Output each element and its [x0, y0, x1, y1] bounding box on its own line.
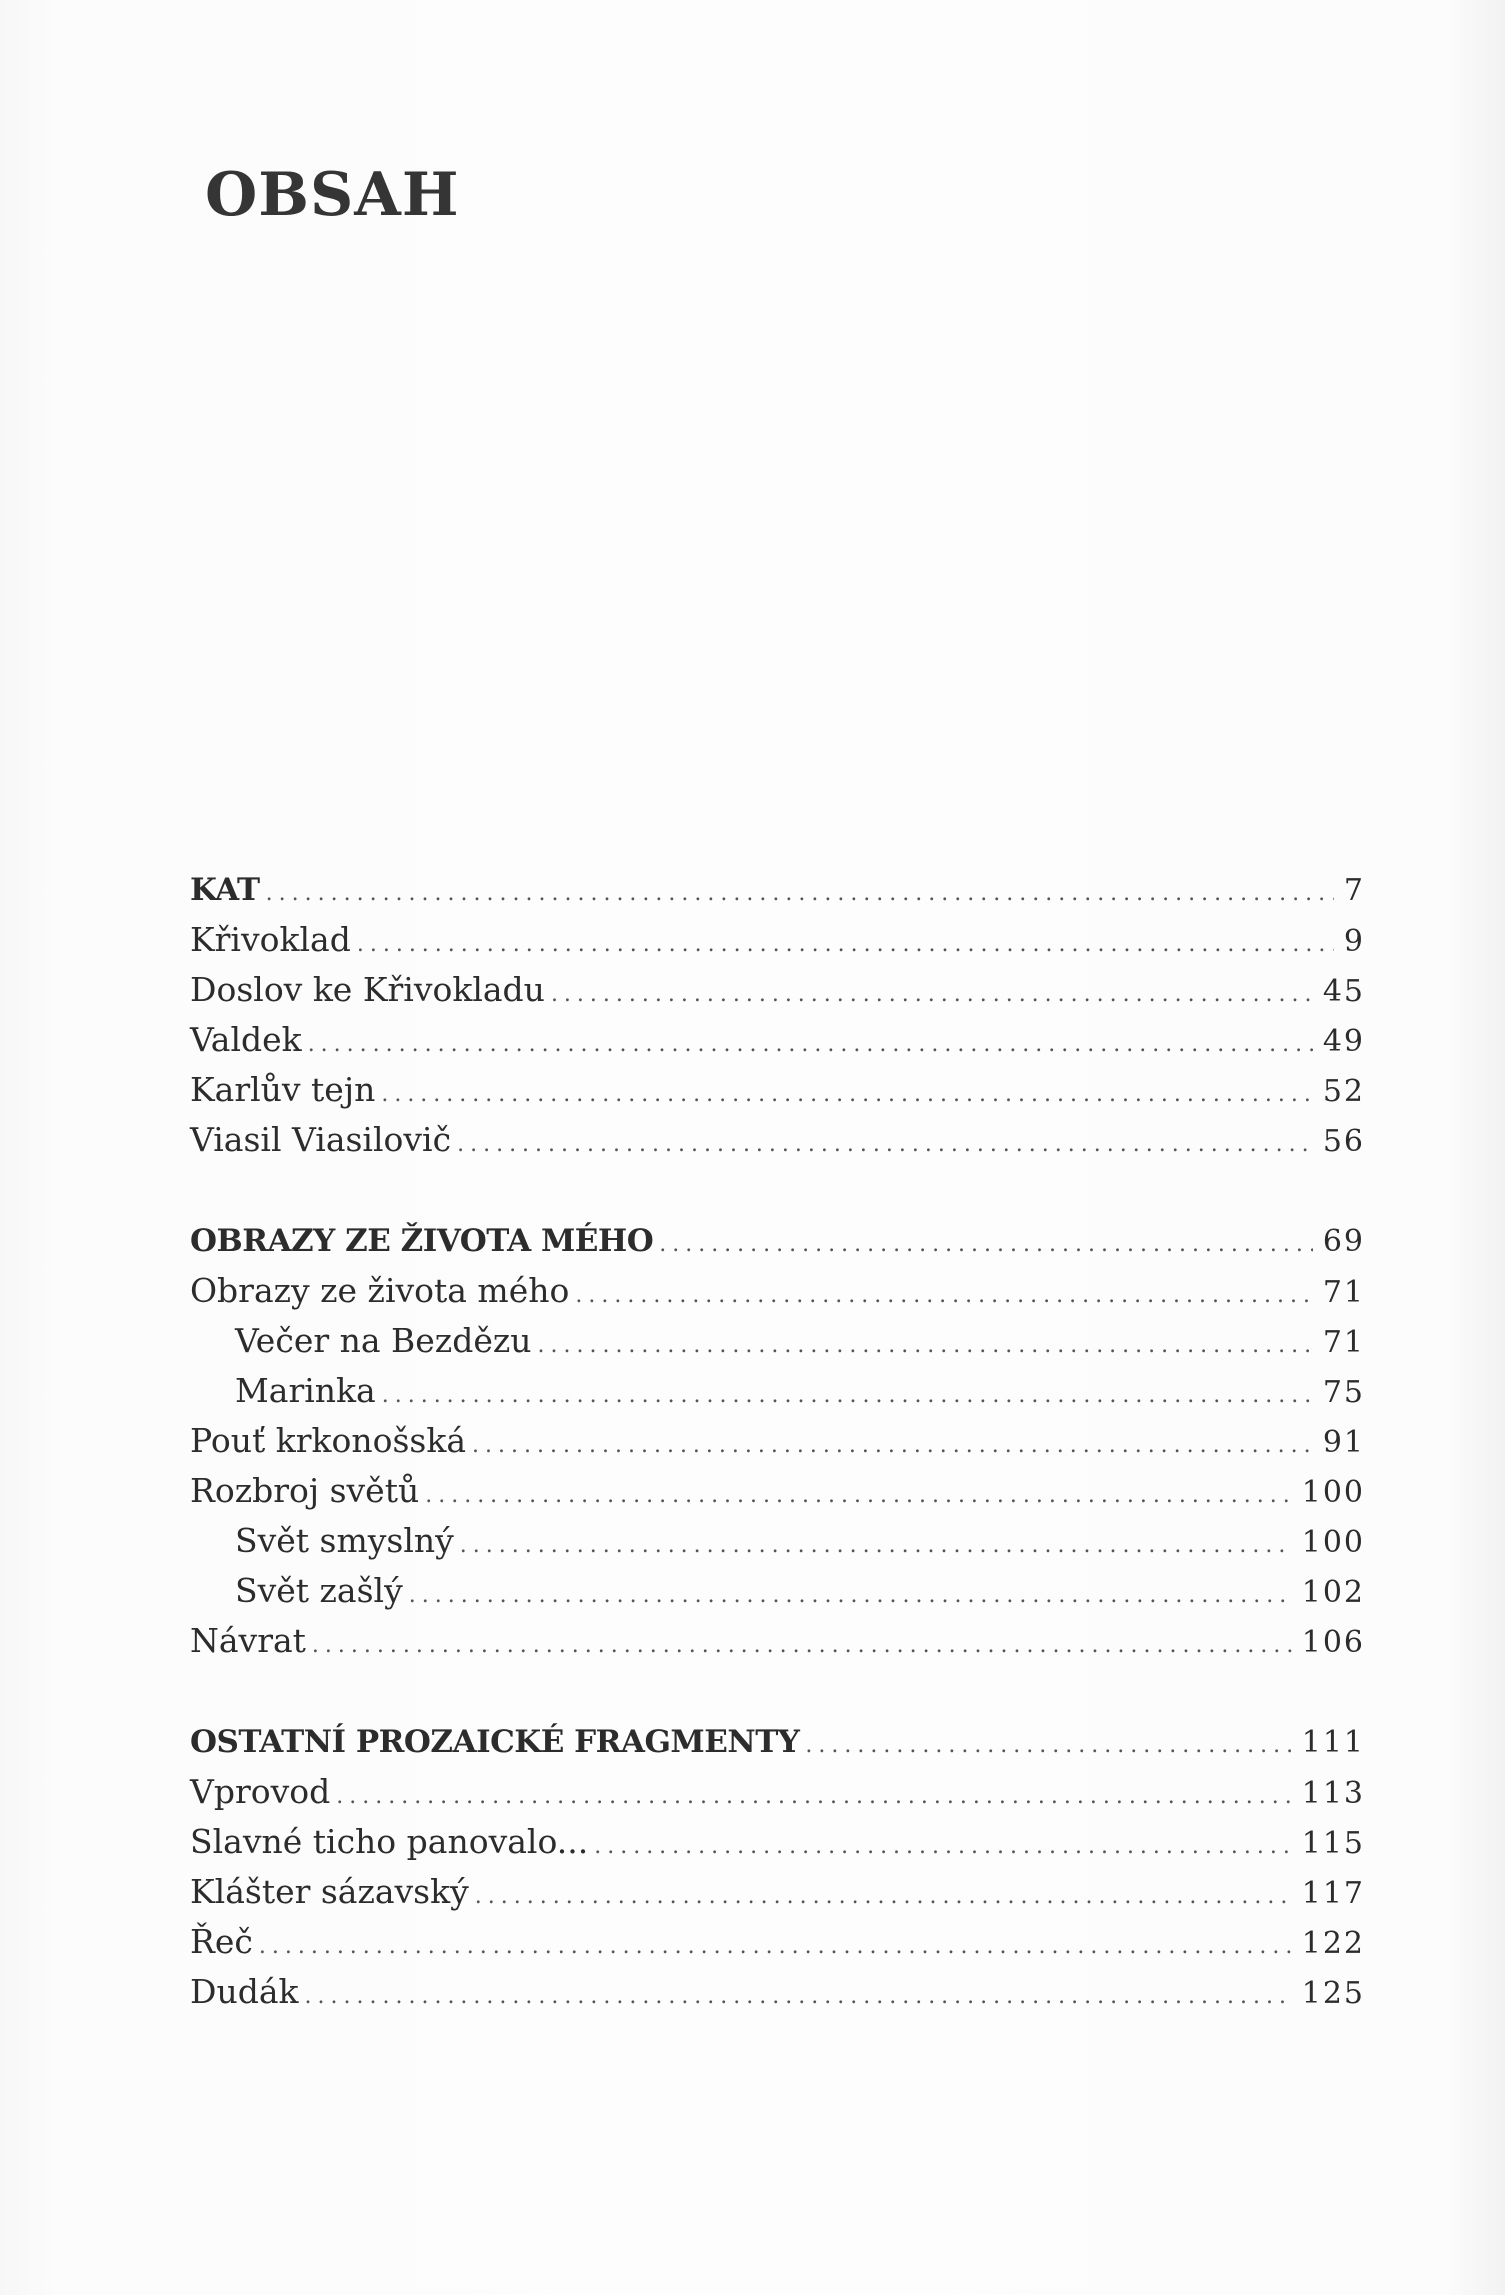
page-number: 122: [1301, 1926, 1365, 1961]
toc-entry: [190, 1616, 1365, 1666]
toc-subentry: [190, 1366, 1365, 1416]
entry-title: Pouť krkonošská: [190, 1421, 467, 1460]
entry-title: OBRAZY ZE ŽIVOTA MÉHO: [190, 1223, 654, 1259]
entry-title: KAT: [190, 872, 260, 908]
entry-title: Křivoklad: [190, 920, 351, 959]
page-number: 9: [1343, 924, 1365, 959]
dot-leader: [460, 1521, 1292, 1571]
page-title: OBSAH: [205, 160, 460, 230]
dot-leader: [472, 1421, 1313, 1471]
toc-section: [190, 1717, 1365, 2017]
entry-title: Valdek: [190, 1020, 302, 1059]
toc-entry: [190, 1867, 1365, 1917]
page-number: 71: [1322, 1325, 1365, 1360]
entry-title: Marinka: [235, 1371, 376, 1410]
toc-entry: [190, 1967, 1365, 2017]
toc-entry: [190, 1266, 1365, 1316]
page-number: 69: [1322, 1224, 1365, 1259]
dot-leader: [381, 1070, 1312, 1120]
entry-title: Dudák: [190, 1972, 299, 2011]
dot-leader: [357, 920, 1334, 970]
dot-leader: [575, 1271, 1312, 1321]
page-number: 113: [1301, 1776, 1365, 1811]
toc-part-heading: [190, 1717, 1365, 1767]
toc-section: [190, 865, 1365, 1165]
entry-title: Doslov ke Křivokladu: [190, 970, 545, 1009]
entry-title: Návrat: [190, 1621, 306, 1660]
page-number: 71: [1322, 1275, 1365, 1310]
entry-title: Obrazy ze života mého: [190, 1271, 570, 1310]
toc-entry: [190, 1817, 1365, 1867]
entry-title: Klášter sázavský: [190, 1872, 469, 1911]
entry-title: Večer na Bezdězu: [235, 1321, 532, 1360]
dot-leader: [305, 1972, 1292, 2022]
dot-leader: [659, 1220, 1313, 1270]
toc-part-heading: [190, 1216, 1365, 1266]
dot-leader: [266, 869, 1334, 919]
entry-title: Karlův tejn: [190, 1070, 376, 1109]
entry-title: Rozbroj světů: [190, 1471, 420, 1510]
toc-entry: [190, 1466, 1365, 1516]
page-number: 75: [1322, 1375, 1365, 1410]
page-number: 49: [1322, 1024, 1365, 1059]
dot-leader: [537, 1321, 1312, 1371]
page-number: 125: [1301, 1976, 1365, 2011]
entry-title: Svět zašlý: [235, 1571, 403, 1610]
page-number: 115: [1301, 1826, 1365, 1861]
page-number: 52: [1322, 1074, 1365, 1109]
page-number: 117: [1301, 1876, 1365, 1911]
toc-entry: [190, 915, 1365, 965]
dot-leader: [475, 1872, 1292, 1922]
page-number: 106: [1301, 1625, 1365, 1660]
toc-entry: [190, 1416, 1365, 1466]
page-number: 91: [1322, 1425, 1365, 1460]
page-number: 56: [1322, 1124, 1365, 1159]
dot-leader: [312, 1621, 1292, 1671]
toc-subentry: [190, 1516, 1365, 1566]
dot-leader: [457, 1120, 1313, 1170]
toc-subentry: [190, 1316, 1365, 1366]
dot-leader: [409, 1571, 1292, 1621]
page-number: 100: [1301, 1475, 1365, 1510]
table-of-contents: [190, 865, 1365, 2068]
entry-title: Svět smyslný: [235, 1521, 454, 1560]
dot-leader: [382, 1371, 1313, 1421]
toc-section: [190, 1216, 1365, 1666]
entry-title: Vprovod: [190, 1772, 331, 1811]
toc-entry: [190, 1115, 1365, 1165]
toc-entry: [190, 1917, 1365, 1967]
page-number: 7: [1343, 873, 1365, 908]
entry-title: Řeč: [190, 1922, 253, 1961]
entry-title: Viasil Viasilovič: [190, 1120, 452, 1159]
page-number: 100: [1301, 1525, 1365, 1560]
dot-leader: [594, 1822, 1292, 1872]
dot-leader: [425, 1471, 1292, 1521]
dot-leader: [259, 1922, 1292, 1972]
dot-leader: [805, 1721, 1291, 1771]
page-number: 102: [1301, 1575, 1365, 1610]
page-number: 45: [1322, 974, 1365, 1009]
toc-entry: [190, 1065, 1365, 1115]
dot-leader: [308, 1020, 1313, 1070]
entry-title: OSTATNÍ PROZAICKÉ FRAGMENTY: [190, 1724, 800, 1760]
dot-leader: [336, 1772, 1292, 1822]
toc-entry: [190, 1015, 1365, 1065]
toc-part-heading: [190, 865, 1365, 915]
toc-subentry: [190, 1566, 1365, 1616]
toc-entry: [190, 965, 1365, 1015]
page-number: 111: [1301, 1725, 1365, 1760]
toc-entry: [190, 1767, 1365, 1817]
entry-title: Slavné ticho panovalo...: [190, 1822, 589, 1861]
dot-leader: [551, 970, 1313, 1020]
